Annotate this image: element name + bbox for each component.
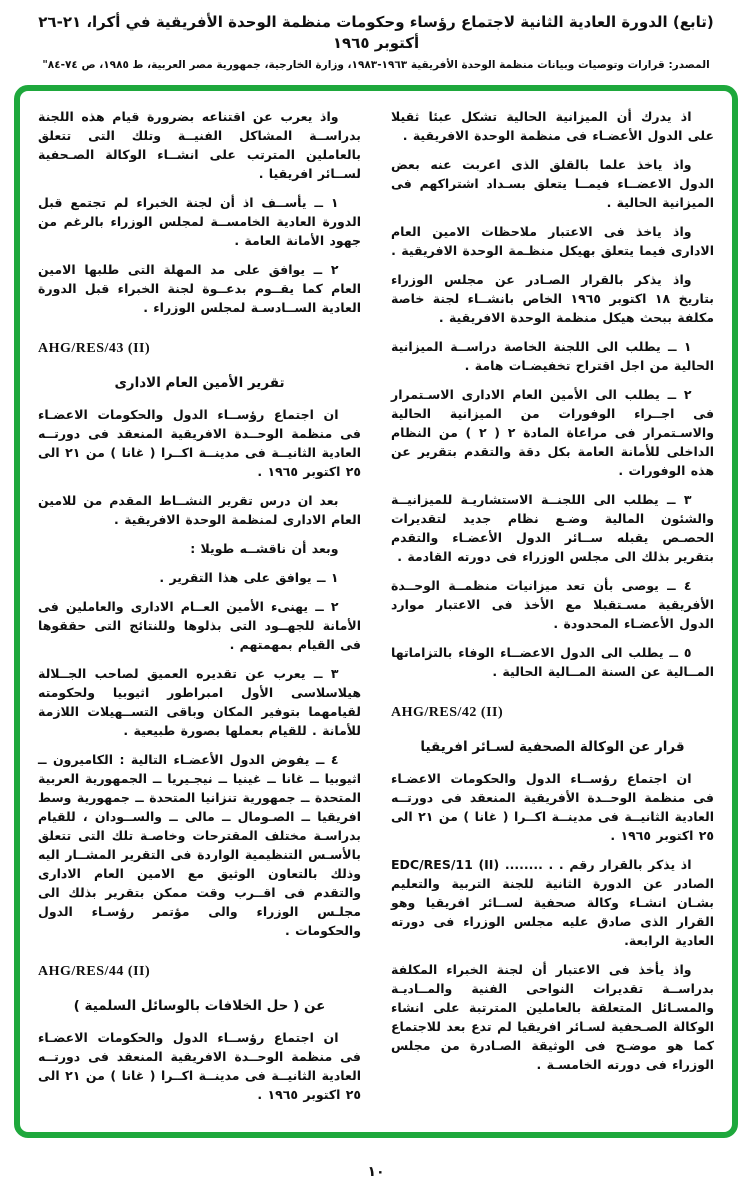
paragraph: واذ يعرب عن اقتناعه بضرورة قيام هذه اللجنة بدراســة المشاكل الفنيــة وتلك التى تتعلق بالعاملين المترتب على انشــاء الوكالة الصـحفية لســائر افريقيا . xyxy=(38,109,361,181)
paragraph: اذ يدرك أن الميزانية الحالية تشكل عبئا ثقيلا على الدول الأعضـاء فى منظمة الوحدة الافريقية . xyxy=(391,109,714,143)
paragraph: ٤ ــ يفوض الدول الأعضـاء التالية : الكاميرون ــ اثيوبيا ــ غانا ــ غينيا ــ نيجـيريا ــ الجمهورية العربية المتحدة ــ جمهورية تنزانيا المتحدة ــ جمهورية وسط افريقيا ــ الصـومال ــ مالى ــ والســودان ، للقيام بدراسـة مختلف المقترحات وخاصـة تلك التى تتعلق بالأسـس التنظيمية الواردة فى التقرير المشــار اليه وذلك بالتعاون الوثيق مع الامين العام الادارى والتقدم فى اقــرب وقت ممكن بتقرير بذلك الى مجلـس الوزراء والى مؤتمر رؤسـاء الدول والحكومات . xyxy=(38,752,361,938)
paragraph: اذ يذكر بالقرار رقم . . ........ EDC/RES/11 (II) الصادر عن الدورة الثانية للجنة التربية والتعليم بشـان انشـاء وكالة صحفية لســائر افريقيا وهو القرار الذى صادق عليه مجلس الوزراء فى دورته العادية الرابعة. xyxy=(391,857,714,948)
paragraph: واذ يأخذ فى الاعتبار أن لجنة الخبراء المكلفة بدراســة تقديرات النواحى الفنية والمــاديـة والمسـائل المتعلقة بالعاملين المترتبة على انشاء الوكالة الصـحفية لسـائر افريقيا لم تدع بعد للاجتماع كما هو موضـح فى الوثيقة الصـادرة من مجلس الوزراء فى دورته الخامسـة . xyxy=(391,962,714,1072)
paragraph: وبعد أن ناقشــه طويلا : xyxy=(190,541,339,556)
paragraph: ١ ــ يأســف اذ أن لجنة الخبراء لم تجتمع قبل الدورة العادية الخامســة لمجلس الوزراء بالرغم من جهود الأمانة العامة . xyxy=(38,195,361,248)
resolution-code: AHG/RES/44 (II) xyxy=(38,964,151,979)
document-source-line: المصدر: قرارات وتوصيات وبيانات منظمة الوحدة الأفريقية ١٩٦٣-١٩٨٣، وزارة الخارجية، جمهورية مصر العربية، ط ١٩٨٥، ص ٧٤-٨٤" xyxy=(42,59,710,71)
section-heading: تقرير الأمين العام الادارى xyxy=(114,375,285,391)
paragraph: واذ ياخذ فى الاعتبار ملاحظات الامين العام الادارى فيما يتعلق بهيكل منظـمة الوحدة الافريقية . xyxy=(391,224,714,258)
paragraph: ان اجتماع رؤســاء الدول والحكومات الاعضـاء فى منظمة الوحــدة الافريقية المنعقد فى دورتــه العادية الثانيــة فى مدينــة اكــرا ( غانا ) من ٢١ الى ٢٥ اكتوبر ١٩٦٥ . xyxy=(38,1030,361,1102)
two-column-layout xyxy=(38,107,714,1114)
resolution-code: AHG/RES/42 (II) xyxy=(391,705,504,720)
page-number: ١٠ xyxy=(367,1164,385,1180)
document-title: (تابع) الدورة العادية الثانية لاجتماع رؤساء وحكومات منظمة الوحدة الأفريقية في أكرا، ٢١-٢٦ أكتوبر ١٩٦٥ xyxy=(38,13,714,52)
paragraph: ١ ــ يطلب الى اللجنة الخاصة دراســة الميزانية الحالية من اجل اقتراح تخفيضـات هامة . xyxy=(391,339,714,373)
paragraph: ٤ ــ يوصى بأن تعد ميزانيات منظمــة الوحــدة الأفريقية مسـتقبلا مع الأخذ فى الاعتبار موارد الدول الأعضـاء المحدودة . xyxy=(391,578,714,631)
paragraph: ٣ ــ يعرب عن تقديره العميق لصاحب الجــلالة هيلاسلاسى الأول امبراطور اثيوبيا ولحكومته لقيامهما بتوفير المكان وباقى التســهيلات اللازمة للأمانة . للقيام بعملها بصورة طبيعية . xyxy=(38,666,361,738)
section-heading: عن ( حل الخلافات بالوسائل السلمية ) xyxy=(73,998,326,1014)
paragraph: بعد ان درس تقرير النشــاط المقدم من للامين العام الادارى لمنظمة الوحدة الافريقية . xyxy=(38,493,361,527)
paragraph: واذ يذكر بالقرار الصـادر عن مجلس الوزراء بتاريخ ١٨ اكتوبر ١٩٦٥ الخاص بانشــاء لجنة خاصة مكلفة ببحث هيكل منظمة الوحدة الافريقية . xyxy=(391,272,714,325)
page-header xyxy=(0,0,752,71)
content-border-box xyxy=(14,85,738,1138)
paragraph: ٥ ــ يطلب الى الدول الاعضــاء الوفاء بالتزاماتها المــالية عن السنة المــالية الحالية . xyxy=(391,645,714,679)
section-heading: قرار عن الوكالة الصحفية لسـائر افريقيا xyxy=(420,739,685,755)
paragraph: ٢ ــ يهنىء الأمين العــام الادارى والعاملين فى الأمانة للجهــود التى بذلوها وللنتائج التى حققوها فى القيام بمهمتهم . xyxy=(38,599,361,652)
paragraph: ٢ ــ يطلب الى الأمين العام الادارى الاسـتمرار فى اجــراء الوفورات من الميزانية الحالية والاسـتمرار فى مراعاة المادة ٢ ( ٢ ) من النظام الداخلى للأمانة العامة بكل دقة والتقدم بتقرير عن هذه الوفورات . xyxy=(391,387,714,478)
paragraph: ٣ ــ يطلب الى اللجنــة الاستشاريـة للميزانيــة والشئون المالية وضـع نظام جديد لتقديرات الحصـص يقبله ســائر الدول الأعضـاء والتقدم بتقرير بذلك الى مجلس الوزراء فى دورته القادمة . xyxy=(391,492,714,564)
paragraph: واذ ياخذ علما بالقلق الذى اعربت عنه بعض الدول الاعضــاء فيمــا يتعلق بسـداد اشتراكهم فى الميزانية الحالية . xyxy=(391,157,714,210)
paragraph: ٢ ــ يوافق على مد المهلة التى طلبها الامين العام كما يقــوم بدعــوة لجنة الخبراء قبل الدورة العادية الســادسـة لمجلس الوزراء . xyxy=(38,262,361,315)
paragraph: ان اجتماع رؤســاء الدول والحكومات الاعضـاء فى منظمة الوحــدة الافريقية المنعقد فى دورتــه العادية الثانيــة فى مدينــة اكــرا ( غانا ) من ٢١ الى ٢٥ اكتوبر ١٩٦٥ . xyxy=(38,407,361,479)
column-left xyxy=(38,107,361,1114)
paragraph: ان اجتماع رؤســاء الدول والحكومات الاعضـاء فى منظمة الوحــدة الأفريقية المنعقد فى دورتــه العادية الثانيــة فى مدينــة اكــرا ( غانا ) من ٢١ الى ٢٥ اكتوبر ١٩٦٥ . xyxy=(391,771,714,843)
paragraph: ١ ــ يوافق على هذا التقرير . xyxy=(159,570,339,585)
column-right xyxy=(391,107,714,1114)
resolution-code: AHG/RES/43 (II) xyxy=(38,341,151,356)
